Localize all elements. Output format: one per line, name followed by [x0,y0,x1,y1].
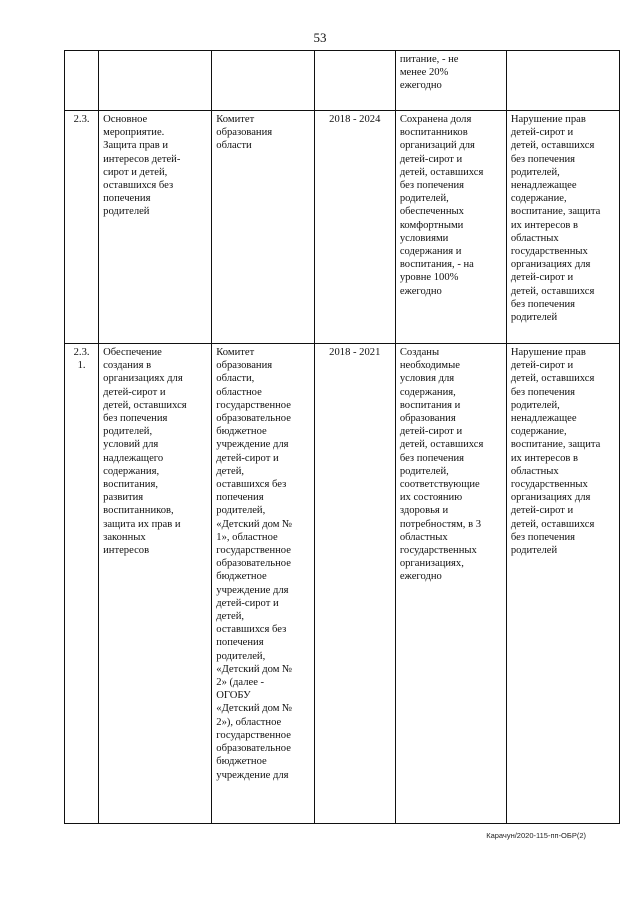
risk-cell: Нарушение прав детей-сирот и детей, оставшихся без попечения родителей, ненадлежащее содержание, воспитание, защита их интересов в областных государственных организациях для детей-сирот и детей, оставшихся без попечения родителей [506,344,619,824]
term-cell: 2018 - 2021 [314,344,395,824]
result-cell: питание, - не менее 20% ежегодно [395,51,506,111]
page-number: 53 [313,30,327,45]
item-number-cell: 2.3. [65,111,99,344]
risk-cell: Нарушение прав детей-сирот и детей, оставшихся без попечения родителей, ненадлежащее содержание, воспитание, защита их интересов в областных государственных организациях для детей-сирот и детей, оставшихся без попечения родителей [506,111,619,344]
term-cell [314,51,395,111]
table-row [65,111,620,344]
result-cell: Созданы необходимые условия для содержания, воспитания и образования детей-сирот и детей, оставшихся без попечения родителей, соответствующие их состоянию здоровья и потребностям, в 3 областных государственных организациях, ежегодно [395,344,506,824]
risk-cell [506,51,619,111]
executor-cell: Комитет образования области [212,111,314,344]
item-number-cell: 2.3. 1. [65,344,99,824]
item-number-cell [65,51,99,111]
executor-cell: Комитет образования области, областное государственное образовательное бюджетное учреждение для детей-сирот и детей, оставшихся без попечения родителей, «Детский дом № 1», областное государственное образовательное бюджетное учреждение для детей-сирот и детей, оставшихся без попечения родителей, «Детский дом № 2» (далее - ОГОБУ «Детский дом № 2»), областное государственное образовательное бюджетное учреждение для [212,344,314,824]
activity-cell: Обеспечение создания в организациях для детей-сирот и детей, оставшихся без попечения родителей, условий для надлежащего содержания, воспитания, развития воспитанников, защита их прав и законных интересов [99,344,212,824]
result-cell: Сохранена доля воспитанников организаций для детей-сирот и детей, оставшихся без попечения родителей, обеспеченных комфортными условиями содержания и воспитания, - на уровне 100% ежегодно [395,111,506,344]
activity-cell [99,51,212,111]
program-measures-table [64,50,620,824]
table-row [65,344,620,824]
table-row [65,51,620,111]
document-footer-code: Карачун/2020-115-пп-ОБР(2) [486,831,586,840]
activity-cell: Основное мероприятие. Защита прав и интересов детей- сирот и детей, оставшихся без попечения родителей [99,111,212,344]
executor-cell [212,51,314,111]
term-cell: 2018 - 2024 [314,111,395,344]
